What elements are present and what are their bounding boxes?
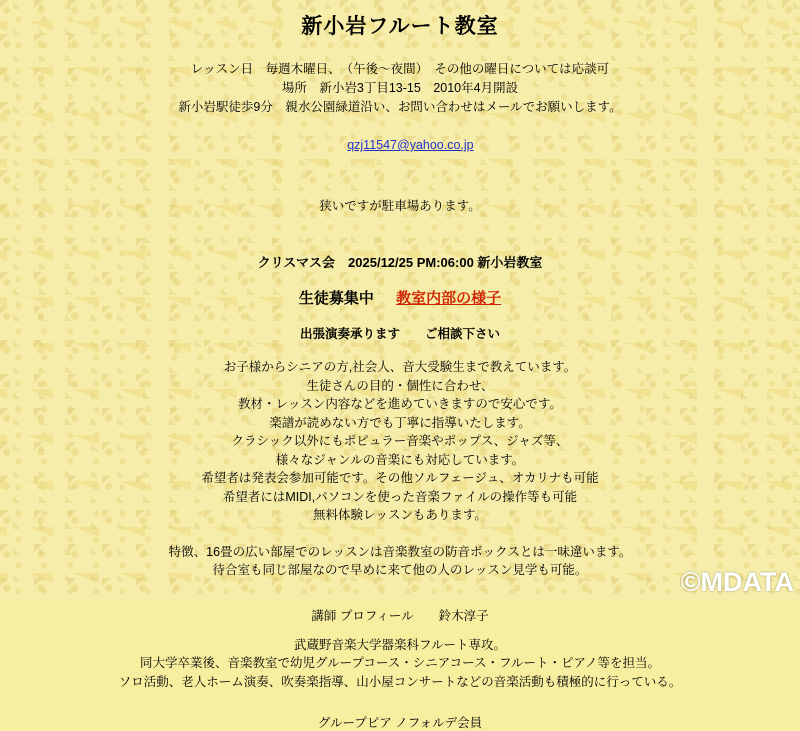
instructor-profile-body	[0, 636, 800, 692]
profile-line: 同大学卒業後、音楽教室で幼児グループコース・シニアコース・フルート・ピアノ等を担当。	[139, 656, 660, 670]
recruiting-label: 生徒募集中	[298, 290, 374, 307]
feature-line: 待合室も同じ部屋なので早めに来て他の人のレッスン見学も可能。	[212, 563, 588, 577]
lesson-day-line: レッスン日 毎週木曜日、 （午後～夜間） その他の曜日については応談可	[190, 62, 610, 76]
description-line: お子様からシニアの方,社会人、音大受験生まで教えています。	[223, 360, 577, 374]
description-line: 希望者は発表会参加可能です。その他ソルフェージュ、オカリナも可能	[201, 471, 599, 485]
class-info-block	[0, 60, 800, 174]
email-line	[0, 117, 800, 174]
description-line: 無料体験レッスンもあります。	[313, 508, 487, 522]
classroom-inside-link[interactable]: 教室内部の様子	[396, 290, 502, 307]
description-line: 楽譜が読めない方でも丁寧に指導いたします。	[269, 415, 531, 430]
description-line: 様々なジャンルの音楽にも対応しています。	[275, 452, 525, 467]
description-line: 希望者にはMIDI,パソコンを使った音楽ファイルの操作等も可能	[222, 489, 578, 504]
group-membership-note: グループピア ノフォルデ会員	[317, 716, 483, 730]
description-line: クラシック以外にもポピュラー音楽やポップス、ジャズ等、	[231, 434, 569, 448]
profile-line: 武蔵野音楽大学器楽科フルート専攻。	[293, 637, 506, 652]
parking-note: 狭いですが駐車場あります。	[319, 199, 481, 213]
page-title: 新小岩フルート教室	[301, 15, 499, 38]
description-line: 教材・レッスン内容などを進めていきますので安心です。	[238, 397, 562, 411]
watermark-label: ©MDATA	[680, 567, 794, 597]
place-line: 場所 新小岩3丁目13-15 2010年4月開設	[281, 81, 519, 95]
christmas-event-notice: クリスマス会 2025/12/25 PM:06:00 新小岩教室	[257, 255, 543, 270]
instructor-profile-heading: 講師 プロフィール 鈴木淳子	[311, 608, 489, 623]
access-line: 新小岩駅徒歩9分 親水公園緑道沿い、お問い合わせはメールでお願いします。	[178, 100, 622, 114]
description-block-1	[0, 358, 800, 525]
description-line: 生徒さんの目的・個性に合わせ、	[306, 378, 494, 393]
profile-line: ソロ活動、老人ホーム演奏、吹奏楽指導、山小屋コンサートなどの音楽活動も積極的に行っている。	[118, 674, 682, 689]
email-link[interactable]: qzj11547@yahoo.co.jp	[347, 138, 474, 152]
recruiting-row	[0, 287, 800, 308]
feature-line: 特徴、16畳の広い部屋でのレッスンは音楽教室の防音ボックスとは一味違います。	[168, 544, 632, 559]
dispatch-performance-note: 出張演奏承ります ご相談下さい	[299, 327, 500, 341]
